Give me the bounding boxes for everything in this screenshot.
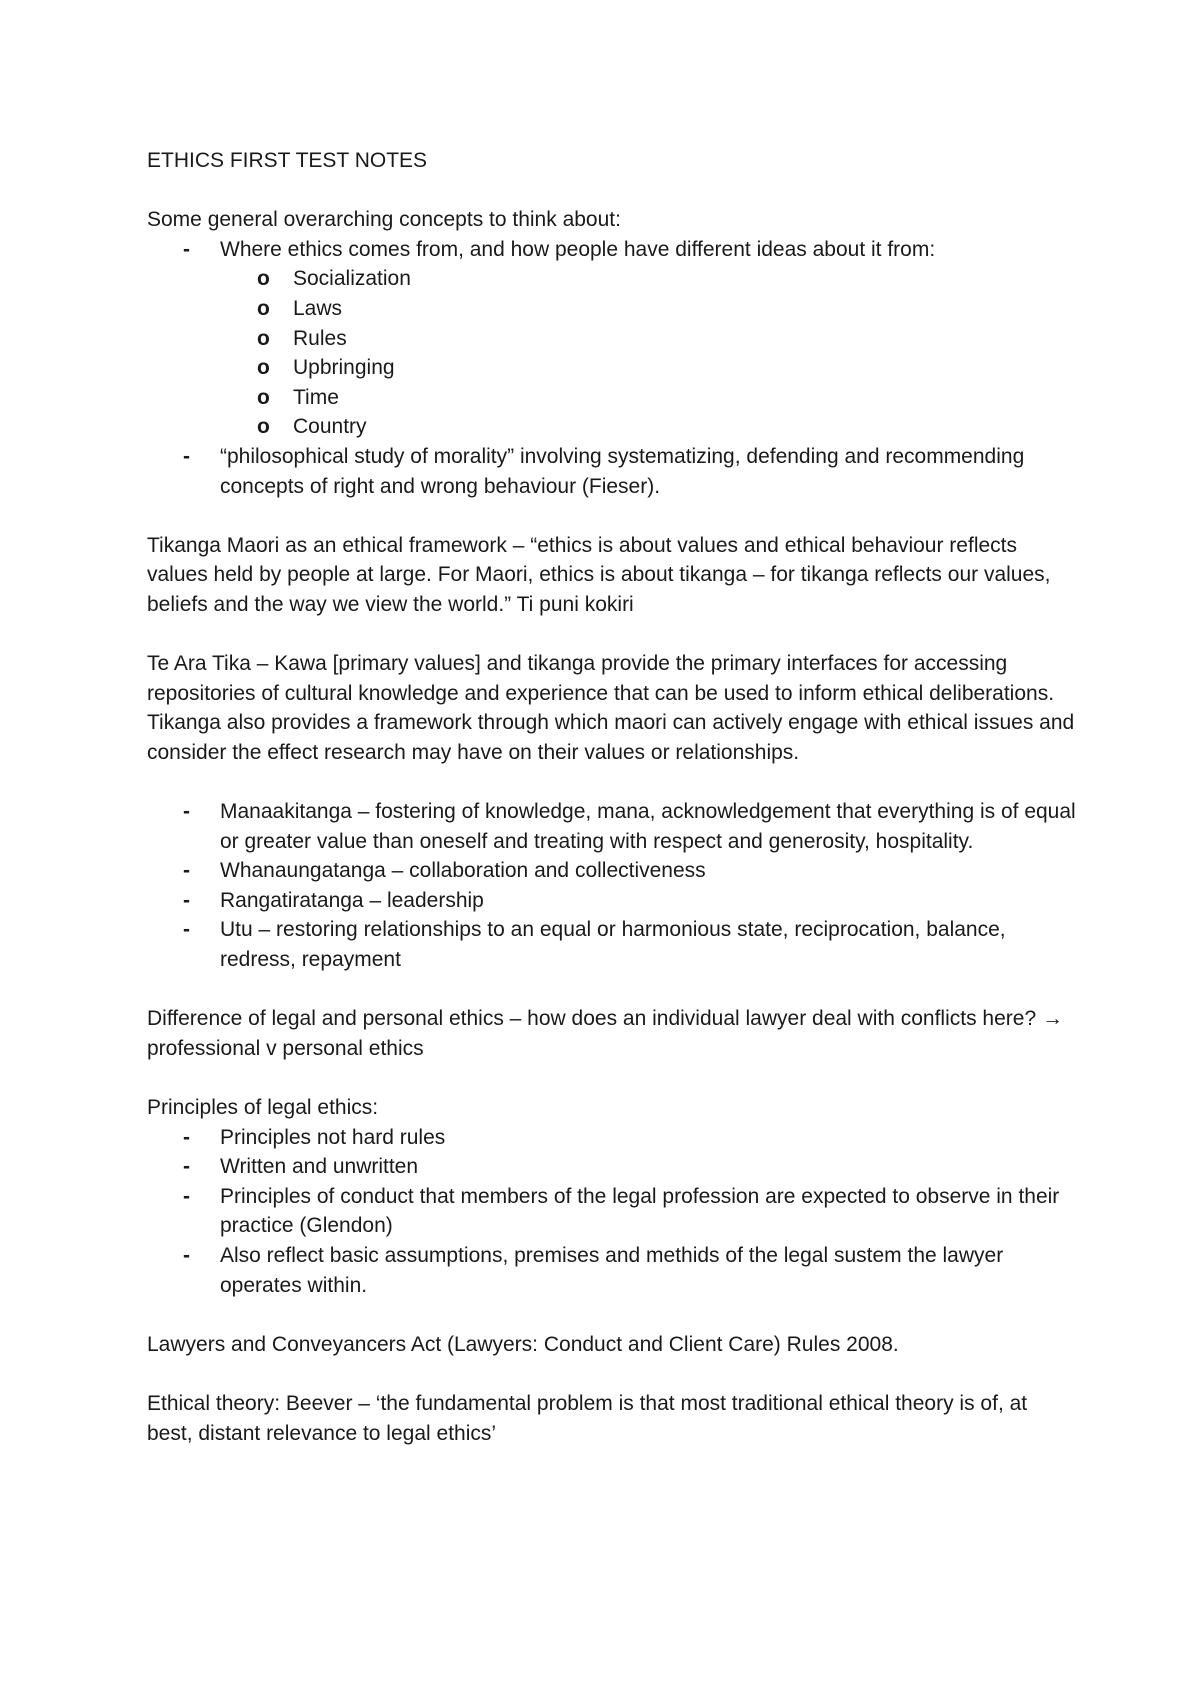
list-item: - Also reflect basic assumptions, premises and methids of the legal sustem the lawyer operates within. [147, 1241, 1077, 1300]
document-body [147, 146, 1077, 1448]
overarching-concepts-list [147, 235, 1077, 501]
list-item: o Rules [147, 324, 1077, 354]
list-item: - “philosophical study of morality” involving systematizing, defending and recommending concepts of right and wrong behaviour (Fieser). [147, 442, 1077, 501]
list-item: - Manaakitanga – fostering of knowledge, mana, acknowledgement that everything is of equal or greater value than oneself and treating with respect and generosity, hospitality. [147, 797, 1077, 856]
list-item: o Time [147, 383, 1077, 413]
difference-paragraph: Difference of legal and personal ethics – how does an individual lawyer deal with conflicts here? → professional v personal ethics [147, 1007, 1063, 1060]
list-item: - Whanaungatanga – collaboration and collectiveness [147, 856, 1077, 886]
list-item: - Principles not hard rules [147, 1123, 1077, 1153]
list-item: o Country [147, 412, 1077, 442]
list-item: o Socialization [147, 264, 1077, 294]
ethical-theory-paragraph: Ethical theory: Beever – ‘the fundamental problem is that most traditional ethical theory is of, at best, distant relevance to legal ethics’ [147, 1391, 1028, 1445]
principles-heading: Principles of legal ethics: [147, 1096, 379, 1119]
intro-line: Some general overarching concepts to think about: [147, 208, 621, 232]
list-item: o Laws [147, 294, 1077, 324]
list-item: - Principles of conduct that members of the legal profession are expected to observe in their practice (Glendon) [147, 1182, 1077, 1241]
tikanga-paragraph: Tikanga Maori as an ethical framework – “ethics is about values and ethical behaviour reflects values held by people at large. For Maori, ethics is about tikanga – for tikanga reflects our values, beliefs and the way we view the world.” Ti puni kokiri [147, 533, 1051, 616]
rules-paragraph: Lawyers and Conveyancers Act (Lawyers: Conduct and Client Care) Rules 2008. [147, 1332, 899, 1356]
principles-list [147, 1123, 1077, 1301]
list-item: - Where ethics comes from, and how people have different ideas about it from: o Socialization o Laws o Rules o Upbringing o Time o Country [147, 235, 1077, 442]
list-item: - Utu – restoring relationships to an equal or harmonious state, reciprocation, balance, redress, repayment [147, 915, 1077, 974]
list-item: o Upbringing [147, 353, 1077, 383]
list-item: - Rangatiratanga – leadership [147, 886, 1077, 916]
ethics-sources-list [147, 264, 1077, 442]
list-item: - Written and unwritten [147, 1152, 1077, 1182]
te-ara-tika-paragraph: Te Ara Tika – Kawa [primary values] and tikanga provide the primary interfaces for accessing repositories of cultural knowledge and experience that can be used to inform ethical deliberations. Tikanga also provides a framework through which maori can actively engage with ethical issues and consider the effect research may have on their values or relationships. [147, 652, 1075, 764]
document-title: ETHICS FIRST TEST NOTES [147, 149, 428, 172]
values-list [147, 797, 1077, 975]
